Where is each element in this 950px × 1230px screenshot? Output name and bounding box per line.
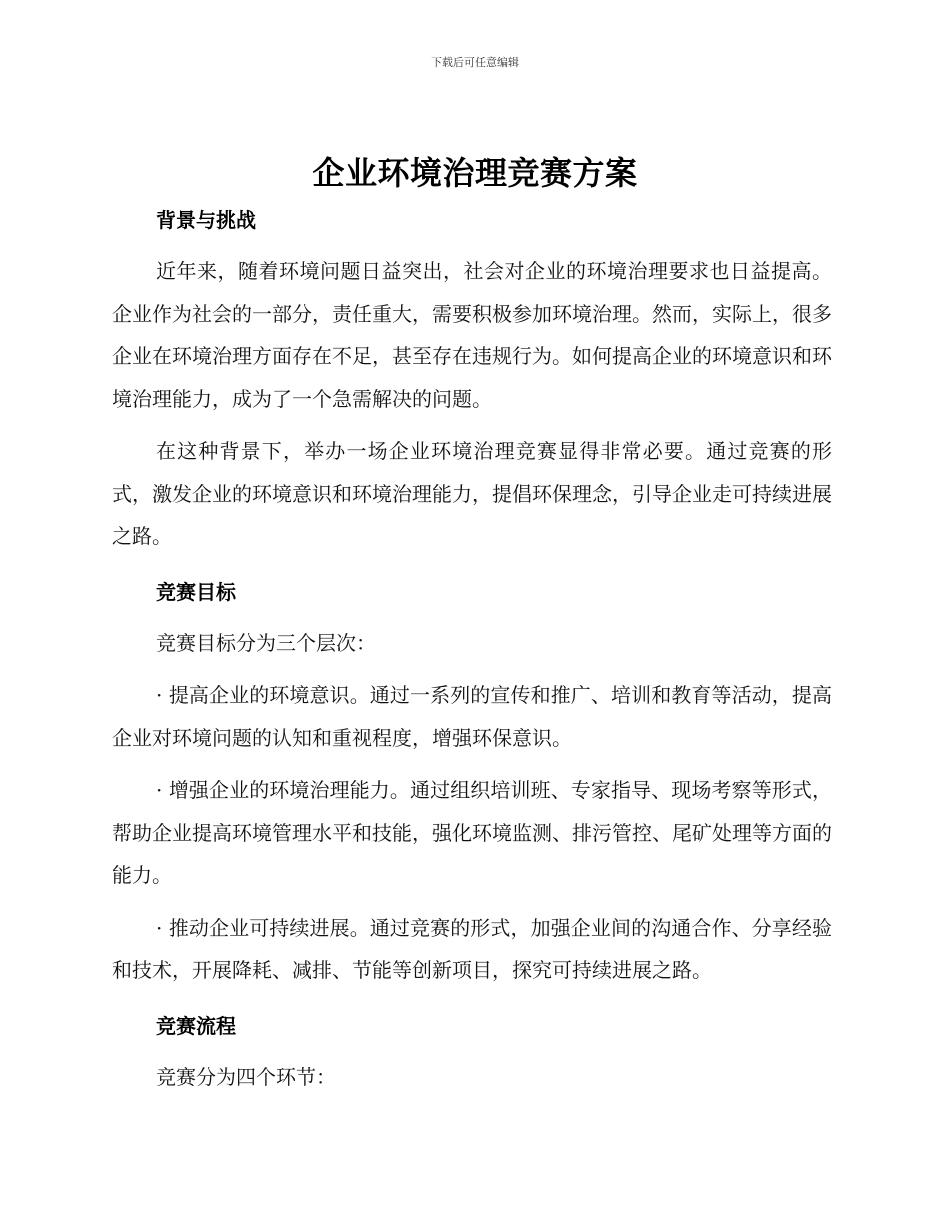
document-body [112, 200, 832, 1098]
paragraph: 近年来，随着环境问题日益突出，社会对企业的环境治理要求也日益提高。企业作为社会的一部分，责任重大，需要积极参加环境治理。然而，实际上，很多企业在环境治理方面存在不足，甚至存在违规行为。如何提高企业的环境意识和环境治理能力，成为了一个急需解决的问题。 [112, 259, 832, 411]
section-heading-background: 背景与挑战 [156, 208, 256, 232]
bullet-paragraph: · 提高企业的环境意识。通过一系列的宣传和推广、培训和教育等活动，提高企业对环境问题的认知和重视程度，增强环保意识。 [112, 683, 832, 750]
header-note: 下载后可任意编辑 [431, 56, 519, 69]
paragraph: 竞赛分为四个环节： [156, 1064, 336, 1089]
paragraph: 在这种背景下，举办一场企业环境治理竞赛显得非常必要。通过竞赛的形式，激发企业的环境意识和环境治理能力，提倡环保理念，引导企业走可持续进展之路。 [112, 439, 832, 548]
document-title: 企业环境治理竞赛方案 [312, 154, 638, 192]
bullet-paragraph: · 推动企业可持续进展。通过竞赛的形式，加强企业间的沟通合作、分享经验和技术，开展降耗、减排、节能等创新项目，探究可持续进展之路。 [112, 915, 832, 982]
section-heading-process: 竞赛流程 [156, 1013, 236, 1038]
paragraph: 竞赛目标分为三个层次： [156, 630, 376, 655]
section-heading-goals: 竞赛目标 [156, 579, 236, 604]
bullet-paragraph: · 增强企业的环境治理能力。通过组织培训班、专家指导、现场考察等形式，帮助企业提高环境管理水平和技能，强化环境监测、排污管控、尾矿处理等方面的能力。 [112, 778, 832, 887]
